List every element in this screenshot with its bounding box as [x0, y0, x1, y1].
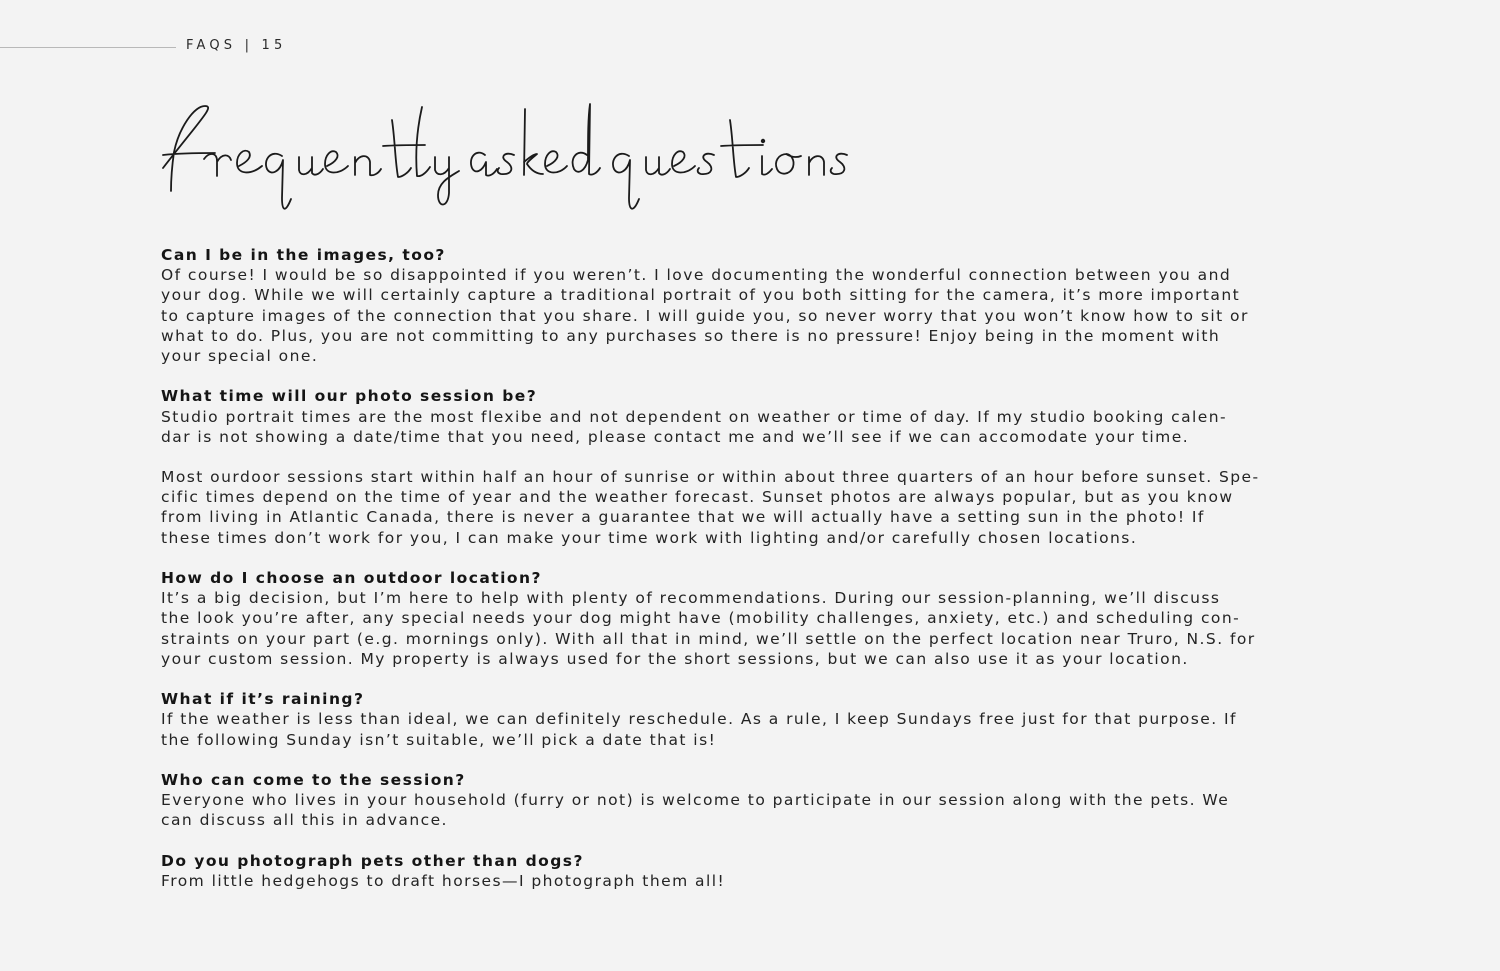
answer-line: cific times depend on the time of year and the weather forecast. Sunset photos are always popular, but as you know [161, 488, 1234, 507]
faq-item [161, 851, 1361, 891]
faq-answer [161, 588, 1361, 669]
answer-line: Of course! I would be so disappointed if you weren’t. I love documenting the wonderful connection between you and [161, 266, 1232, 285]
faq-question: How do I choose an outdoor location? [161, 569, 542, 588]
faq-question: Do you photograph pets other than dogs? [161, 851, 584, 870]
answer-line: Studio portrait times are the most flexibe and not dependent on weather or time of day. If my studio booking calen- [161, 407, 1228, 426]
answer-line: straints on your part (e.g. mornings only). With all that in mind, we’ll settle on the perfect location near Truro, N.S. for [161, 629, 1256, 648]
faq-item [161, 386, 1361, 548]
paragraph-spacer [161, 447, 1361, 467]
answer-line: It’s a big decision, but I’m here to help with plenty of recommendations. During our session-planning, we’ll discuss [161, 589, 1221, 608]
faq-question: Who can come to the session? [161, 770, 466, 789]
answer-line: Most ourdoor sessions start within half an hour of sunrise or within about three quarters of an hour before sunset. Spe- [161, 468, 1260, 487]
answer-line: can discuss all this in advance. [161, 811, 448, 830]
faq-item [161, 245, 1361, 366]
faq-item [161, 568, 1361, 669]
faq-answer [161, 407, 1361, 548]
answer-line: If the weather is less than ideal, we can definitely reschedule. As a rule, I keep Sundays free just for that purpose. If [161, 710, 1237, 729]
answer-line: Everyone who lives in your household (furry or not) is welcome to participate in our session along with the pets. We [161, 791, 1230, 810]
faq-item [161, 689, 1361, 750]
faq-question: What if it’s raining? [161, 690, 365, 709]
answer-line: these times don’t work for you, I can make your time work with lighting and/or carefully chosen locations. [161, 528, 1138, 547]
answer-line: From little hedgehogs to draft horses—I photograph them all! [161, 871, 726, 890]
answer-line: the following Sunday isn’t suitable, we’ll pick a date that is! [161, 730, 717, 749]
page-title [159, 96, 879, 218]
section-page-label: FAQS | 15 [186, 38, 287, 53]
faq-answer [161, 871, 1361, 891]
faq-answer [161, 709, 1361, 749]
answer-line: your custom session. My property is always used for the short sessions, but we can also use it as your location. [161, 649, 1189, 668]
answer-line: the look you’re after, any special needs your dog might have (mobility challenges, anxiety, etc.) and scheduling con- [161, 609, 1241, 628]
answer-line: to capture images of the connection that you share. I will guide you, so never worry that you won’t know how to sit or [161, 306, 1249, 325]
header-rule [0, 47, 176, 48]
faq-answer [161, 265, 1361, 366]
faq-question: Can I be in the images, too? [161, 246, 446, 264]
answer-line: dar is not showing a date/time that you need, please contact me and we’ll see if we can accomodate your time. [161, 427, 1190, 446]
answer-line: your special one. [161, 346, 319, 365]
faq-answer [161, 790, 1361, 830]
faq-item [161, 770, 1361, 831]
answer-line: your dog. While we will certainly capture a traditional portrait of you both sitting for the camera, it’s more important [161, 286, 1241, 305]
faq-list [161, 245, 1361, 911]
answer-line: from living in Atlantic Canada, there is never a guarantee that we will actually have a setting sun in the photo! If [161, 508, 1205, 527]
faq-question: What time will our photo session be? [161, 387, 538, 406]
answer-line: what to do. Plus, you are not committing to any purchases so there is no pressure! Enjoy being in the moment with [161, 326, 1221, 345]
